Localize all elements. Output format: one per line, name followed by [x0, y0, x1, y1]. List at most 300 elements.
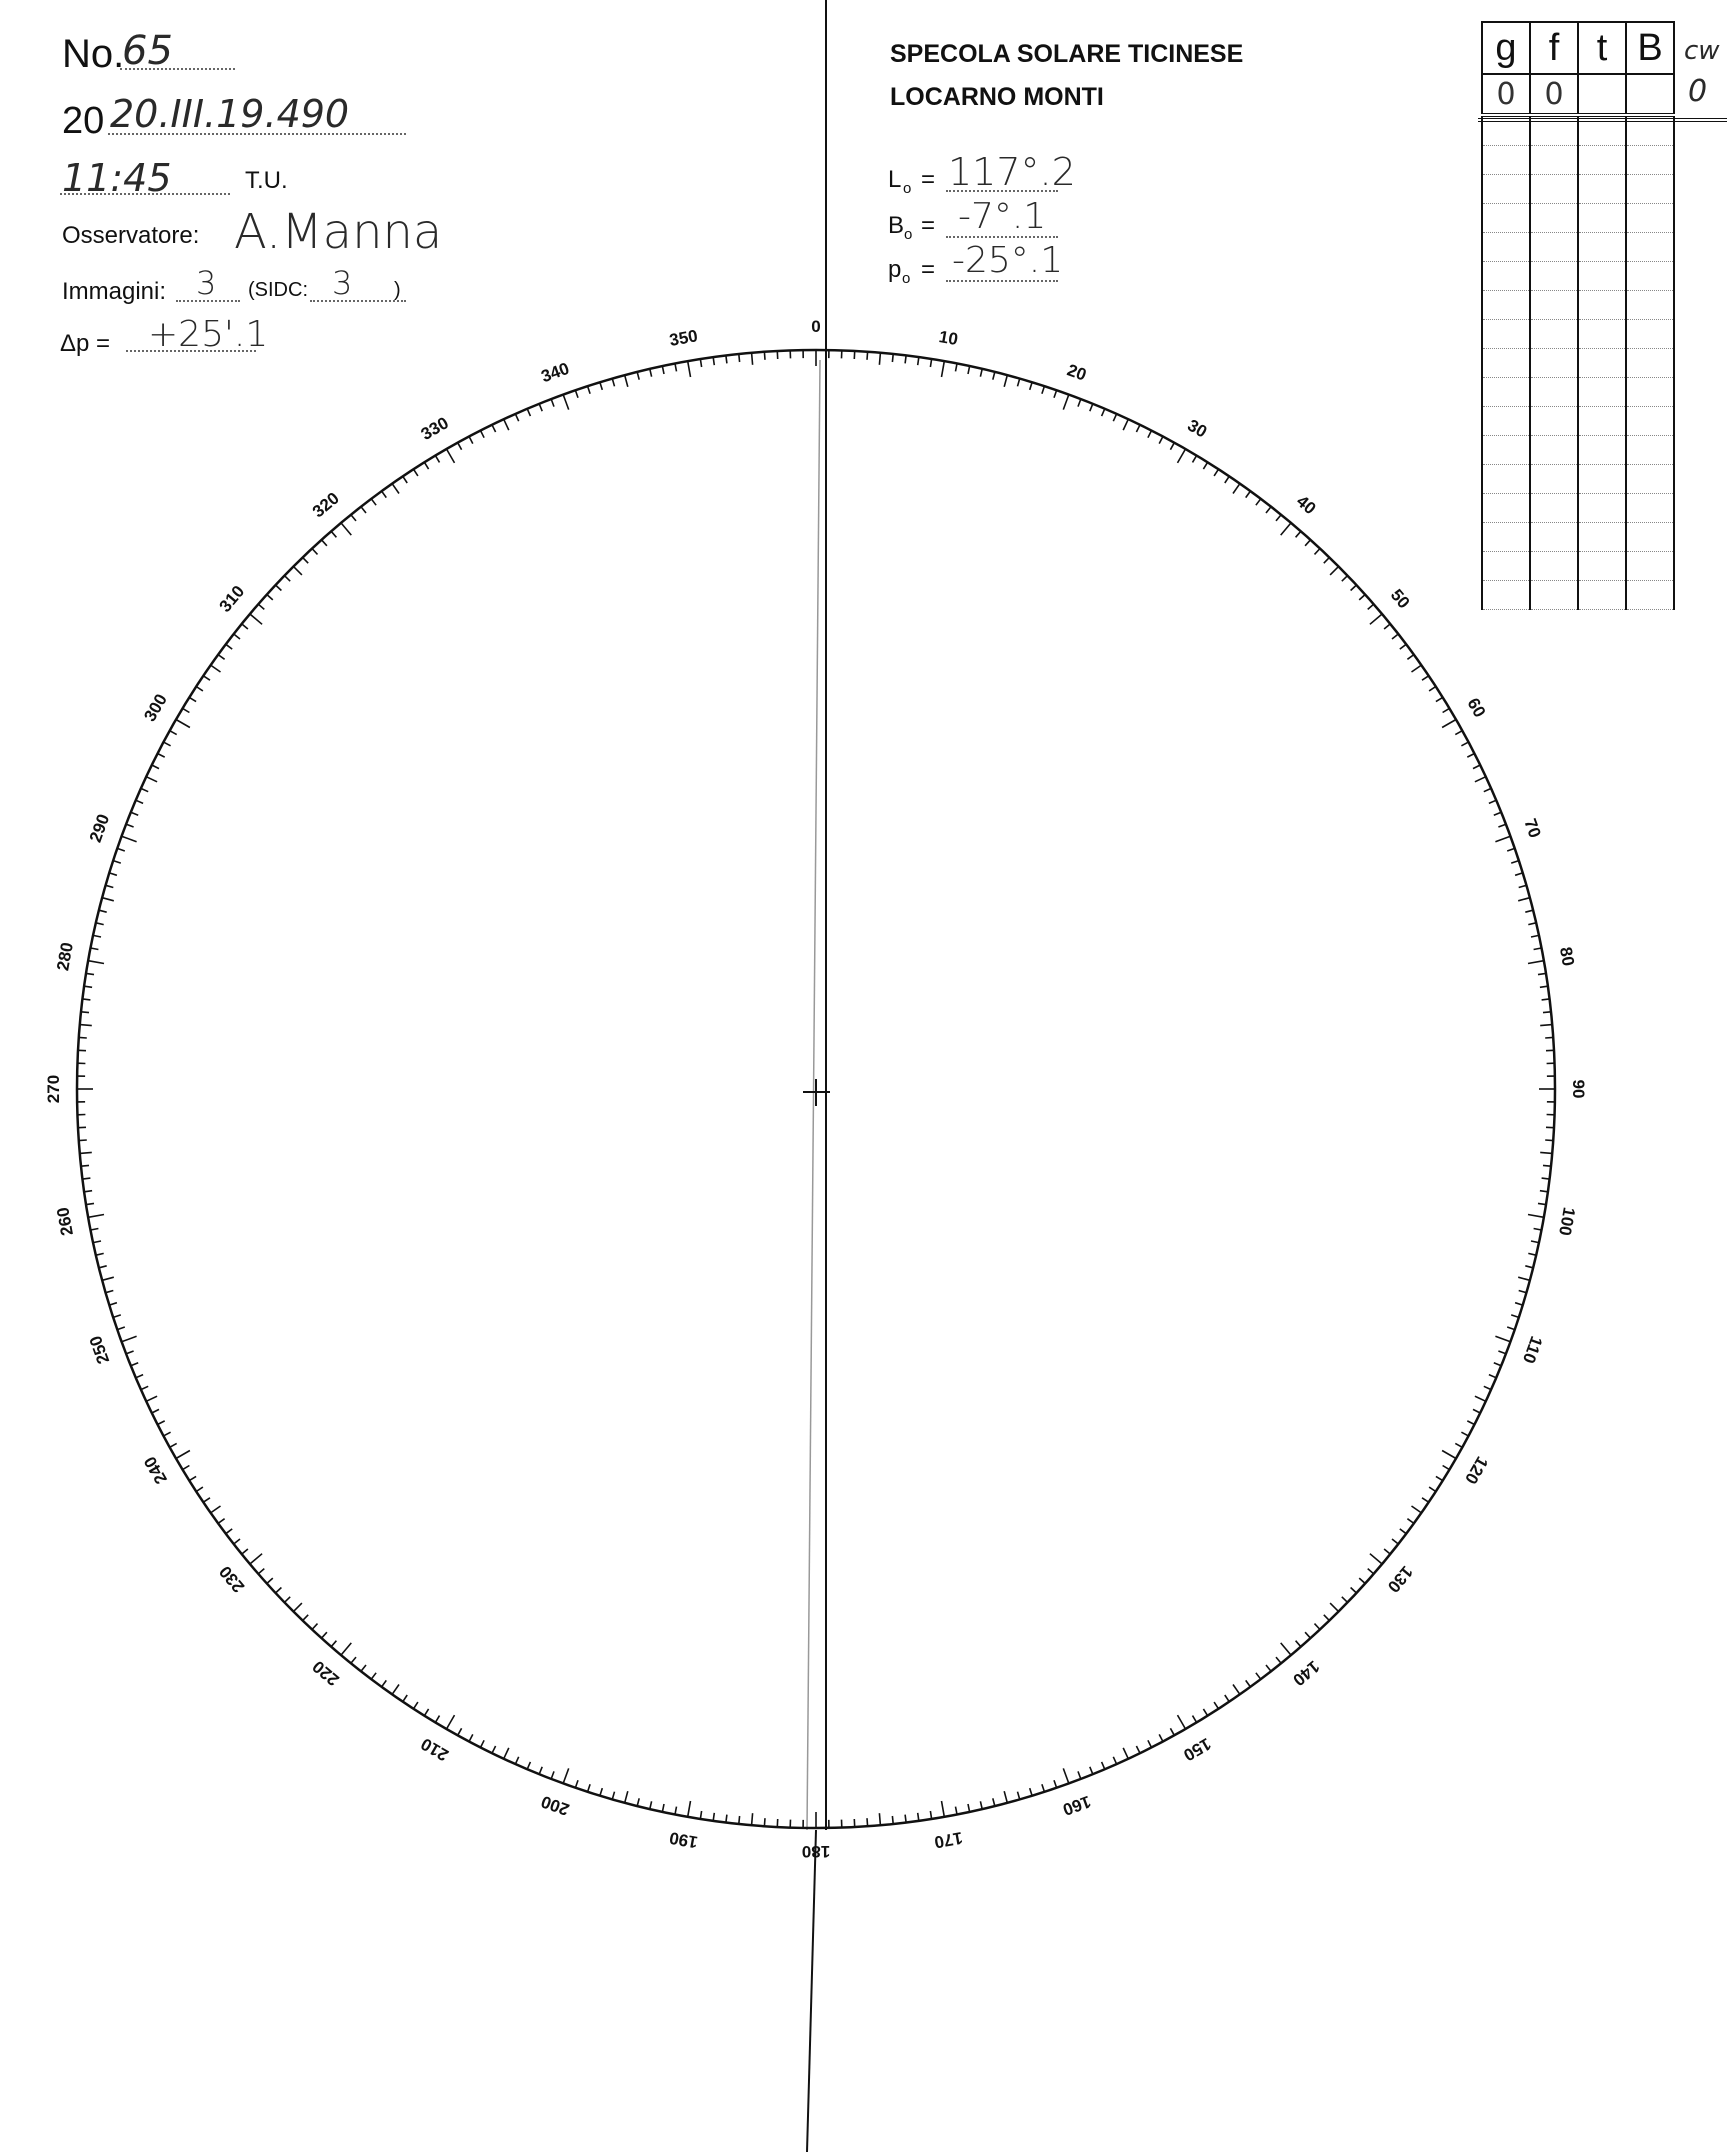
degree-tick: [1054, 390, 1057, 398]
degree-tick: [1525, 1266, 1533, 1268]
extra-header-cw: cw: [1684, 36, 1720, 66]
degree-tick: [164, 742, 171, 746]
degree-tick: [183, 708, 190, 712]
degree-tick: [980, 1801, 982, 1809]
degree-tick: [106, 1291, 114, 1293]
degree-tick: [956, 1807, 958, 1815]
degree-label: 10: [937, 327, 960, 350]
degree-tick: [403, 1695, 407, 1702]
degree-tick: [1407, 1519, 1414, 1524]
degree-tick: [1063, 395, 1069, 410]
degree-tick: [122, 836, 137, 842]
degree-tick: [637, 1798, 639, 1806]
degree-tick: [1400, 644, 1406, 649]
degree-tick: [1178, 1715, 1186, 1729]
degree-tick: [1494, 812, 1501, 815]
degree-tick: [234, 1539, 240, 1544]
degree-tick: [1170, 443, 1174, 450]
degree-tick: [1475, 1396, 1486, 1401]
degree-tick: [96, 923, 104, 925]
degree-tick: [1203, 462, 1207, 469]
degree-tick: [1246, 1680, 1251, 1687]
degree-tick: [83, 1178, 91, 1179]
degree-tick: [1113, 414, 1116, 421]
degree-tick: [1054, 1780, 1057, 1788]
degree-tick: [1276, 515, 1281, 521]
degree-tick: [1540, 1152, 1552, 1153]
degree-tick: [1148, 431, 1152, 438]
degree-tick: [93, 935, 101, 937]
degree-tick: [1266, 1665, 1271, 1671]
degree-tick: [1342, 576, 1348, 582]
degree-label: 180: [801, 1842, 831, 1861]
degree-tick: [117, 848, 125, 851]
degree-label: 210: [417, 1734, 452, 1765]
degree-tick: [80, 1025, 92, 1026]
degree-label: 250: [85, 1333, 114, 1367]
degree-tick: [1545, 1037, 1553, 1038]
degree-tick: [1542, 999, 1550, 1000]
degree-label: 200: [538, 1791, 572, 1820]
degree-tick: [170, 1443, 177, 1447]
degree-label: 320: [308, 488, 343, 522]
degree-tick: [80, 1152, 92, 1153]
degree-tick: [713, 357, 714, 365]
dp-label: Δp =: [60, 330, 111, 357]
degree-tick: [1528, 923, 1536, 925]
degree-tick: [351, 515, 356, 521]
degree-tick: [361, 1665, 366, 1671]
degree-tick: [234, 634, 240, 639]
ephemeris-B-sub: o: [904, 226, 913, 243]
degree-tick: [141, 1386, 148, 1389]
time-label: T.U.: [245, 167, 288, 194]
images-value: 3: [196, 264, 217, 302]
degree-label: 60: [1463, 694, 1490, 721]
degree-label: 70: [1520, 816, 1545, 841]
degree-tick: [435, 1716, 439, 1723]
degree-tick: [113, 1315, 121, 1318]
degree-label: 340: [538, 358, 572, 387]
degree-tick: [1359, 595, 1365, 600]
degree-tick: [382, 491, 387, 498]
degree-tick: [102, 1277, 114, 1280]
degree-tick: [1422, 676, 1429, 680]
degree-tick: [930, 359, 931, 367]
degree-tick: [1484, 788, 1491, 791]
degree-tick: [1368, 1569, 1374, 1574]
degree-tick: [1090, 1767, 1093, 1774]
degree-tick: [650, 1801, 652, 1809]
degree-tick: [96, 1253, 104, 1255]
degree-tick: [158, 1421, 165, 1425]
degree-tick: [1519, 1291, 1527, 1293]
degree-tick: [1392, 634, 1398, 639]
degree-tick: [688, 1801, 691, 1817]
degree-tick: [1518, 898, 1530, 901]
degree-tick: [1484, 1386, 1491, 1389]
degree-tick: [1407, 655, 1414, 660]
degree-tick: [81, 1165, 89, 1166]
sidc-close: ): [394, 279, 401, 301]
degree-tick: [1489, 800, 1496, 803]
degree-tick: [1203, 1709, 1207, 1716]
observatory-name: SPECOLA SOLARE TICINESE: [890, 40, 1244, 68]
degree-tick: [91, 948, 99, 950]
degree-label: 220: [308, 1656, 343, 1690]
degree-tick: [218, 655, 225, 660]
degree-tick: [84, 986, 92, 987]
degree-tick: [527, 1762, 530, 1769]
degree-label: 290: [85, 811, 114, 845]
degree-tick: [447, 449, 455, 463]
degree-tick: [600, 1788, 602, 1796]
sidc-value: 3: [332, 264, 353, 302]
degree-tick: [126, 1351, 134, 1354]
degree-tick: [447, 1715, 455, 1729]
degree-tick: [492, 425, 496, 432]
degree-tick: [551, 1771, 554, 1779]
degree-tick: [905, 356, 906, 364]
degree-tick: [1534, 1229, 1542, 1231]
degree-tick: [1225, 1695, 1229, 1702]
degree-tick: [1384, 624, 1390, 629]
degree-tick: [382, 1680, 387, 1687]
number-value: 65: [122, 28, 173, 74]
degree-tick: [1528, 1253, 1536, 1255]
degree-tick: [1159, 1734, 1163, 1741]
degree-tick: [1030, 382, 1032, 390]
degree-tick: [1542, 1178, 1550, 1179]
degree-label: 240: [140, 1453, 171, 1488]
degree-tick: [203, 676, 210, 680]
degree-tick: [1511, 861, 1519, 864]
degree-tick: [1495, 1336, 1510, 1342]
degree-tick: [250, 1554, 262, 1564]
degree-tick: [700, 359, 701, 367]
degree-tick: [1159, 437, 1163, 444]
degree-tick: [1078, 1771, 1081, 1779]
value-f: 0: [1530, 74, 1578, 115]
degree-tick: [258, 1569, 264, 1574]
degree-tick: [170, 731, 177, 735]
degree-tick: [879, 1813, 880, 1825]
degree-tick: [1461, 742, 1468, 746]
degree-tick: [341, 523, 351, 535]
degree-tick: [1225, 476, 1229, 483]
degree-tick: [371, 1673, 376, 1679]
degree-tick: [1370, 1554, 1382, 1564]
degree-tick: [1455, 1443, 1462, 1447]
degree-tick: [99, 910, 107, 912]
degree-tick: [1543, 1165, 1551, 1166]
degree-tick: [1305, 1632, 1310, 1638]
degree-tick: [905, 1815, 906, 1823]
sidc-label: (SIDC:: [248, 279, 308, 301]
degree-tick: [284, 1597, 290, 1603]
degree-tick: [713, 1813, 714, 1821]
degree-tick: [152, 765, 159, 769]
degree-tick: [91, 1229, 99, 1231]
degree-tick: [293, 1603, 302, 1612]
degree-tick: [1473, 765, 1480, 769]
degree-tick: [303, 557, 309, 563]
degree-tick: [563, 395, 569, 410]
degree-tick: [675, 1807, 677, 1815]
degree-label: 310: [215, 581, 249, 616]
degree-tick: [637, 372, 639, 380]
degree-tick: [879, 353, 880, 365]
degree-label: 230: [215, 1562, 249, 1597]
observer-label: Osservatore:: [62, 222, 200, 249]
degree-tick: [1123, 419, 1128, 430]
header-t: t: [1578, 22, 1626, 74]
degree-tick: [102, 898, 114, 901]
degree-tick: [79, 1037, 87, 1038]
degree-label: 330: [417, 413, 452, 444]
degree-label: 160: [1060, 1791, 1094, 1820]
degree-tick: [351, 1657, 356, 1663]
ephemeris-p-value: -25°.1: [952, 240, 1064, 281]
degree-tick: [1018, 1792, 1020, 1800]
degree-tick: [258, 604, 264, 609]
degree-tick: [109, 1303, 117, 1305]
degree-tick: [612, 379, 614, 387]
degree-tick: [122, 1336, 137, 1342]
degree-tick: [1534, 948, 1542, 950]
degree-tick: [267, 1578, 273, 1583]
degree-tick: [1461, 1432, 1468, 1436]
degree-tick: [1392, 1539, 1398, 1544]
degree-tick: [131, 1363, 138, 1366]
degree-tick: [1018, 379, 1020, 387]
degree-tick: [469, 437, 473, 444]
degree-tick: [1148, 1740, 1152, 1747]
extra-value-cw: 0: [1688, 74, 1708, 109]
degree-tick: [250, 614, 262, 624]
degree-tick: [276, 585, 282, 591]
degree-tick: [752, 353, 753, 365]
degree-label: 260: [53, 1205, 77, 1238]
degree-tick: [481, 1740, 485, 1747]
date-value: 20.III.19.490: [110, 92, 350, 136]
degree-tick: [575, 390, 578, 398]
degree-tick: [1296, 1641, 1301, 1647]
degree-tick: [956, 364, 958, 372]
degree-tick: [1515, 1303, 1523, 1305]
degree-tick: [1495, 836, 1510, 842]
degree-tick: [588, 1784, 591, 1792]
degree-tick: [1305, 540, 1310, 546]
degree-tick: [312, 549, 318, 555]
degree-tick: [322, 1632, 327, 1638]
degree-tick: [84, 1191, 92, 1192]
degree-tick: [539, 404, 542, 411]
ephemeris-B-eq: =: [921, 212, 936, 239]
degree-tick: [726, 356, 727, 364]
degree-tick: [414, 1702, 418, 1709]
degree-tick: [1359, 1578, 1365, 1583]
degree-tick: [1443, 1466, 1450, 1470]
degree-tick: [203, 1498, 210, 1502]
degree-tick: [109, 873, 117, 875]
degree-tick: [1113, 1757, 1116, 1764]
degree-tick: [1540, 1025, 1552, 1026]
degree-tick: [469, 1734, 473, 1741]
degree-tick: [688, 361, 691, 377]
degree-label: 280: [53, 940, 77, 973]
degree-label: 100: [1555, 1205, 1579, 1238]
degree-tick: [993, 372, 995, 380]
degree-tick: [1422, 1498, 1429, 1502]
degree-tick: [1436, 697, 1443, 701]
degree-tick: [1368, 604, 1374, 609]
degree-tick: [942, 1801, 945, 1817]
degree-tick: [131, 812, 138, 815]
degree-tick: [492, 1746, 496, 1753]
degree-tick: [625, 375, 628, 387]
degree-tick: [113, 861, 121, 864]
ephemeris-p-sub: o: [902, 270, 911, 287]
degree-tick: [331, 531, 336, 537]
degree-tick: [1538, 973, 1546, 974]
degree-tick: [1315, 1624, 1321, 1630]
degree-tick: [764, 352, 765, 360]
degree-label: 170: [932, 1828, 965, 1852]
degree-tick: [196, 687, 203, 691]
degree-tick: [515, 414, 518, 421]
degree-tick: [414, 469, 418, 476]
degree-tick: [88, 961, 104, 964]
degree-tick: [764, 1818, 765, 1826]
degree-tick: [226, 1529, 232, 1534]
ephemeris-L-sub: o: [903, 180, 912, 197]
degree-tick: [980, 369, 982, 377]
degree-tick: [600, 382, 602, 390]
observatory-location: LOCARNO MONTI: [890, 83, 1104, 111]
degree-tick: [303, 1615, 309, 1621]
degree-label: 350: [667, 326, 700, 350]
degree-tick: [752, 1813, 753, 1825]
degree-tick: [1214, 1702, 1218, 1709]
degree-tick: [211, 665, 221, 672]
degree-tick: [1330, 1603, 1339, 1612]
degree-tick: [141, 788, 148, 791]
degree-label: 40: [1292, 491, 1320, 519]
degree-tick: [1090, 404, 1093, 411]
degree-tick: [1351, 585, 1357, 591]
degree-tick: [993, 1798, 995, 1806]
degree-tick: [1498, 824, 1506, 827]
degree-tick: [242, 1549, 248, 1554]
degree-tick: [1123, 1748, 1128, 1759]
degree-tick: [158, 754, 165, 758]
degree-tick: [218, 1519, 225, 1524]
degree-tick: [424, 1709, 428, 1716]
degree-tick: [79, 1140, 87, 1141]
degree-tick: [1193, 456, 1197, 463]
degree-tick: [563, 1768, 569, 1783]
degree-tick: [189, 697, 196, 701]
degree-tick: [164, 1432, 171, 1436]
degree-tick: [1498, 1351, 1506, 1354]
degree-tick: [1538, 1203, 1546, 1204]
observer-value: A.Manna: [234, 204, 443, 260]
degree-tick: [1429, 1487, 1436, 1491]
degree-tick: [539, 1767, 542, 1774]
ephemeris-B-value: -7°.1: [958, 196, 1047, 237]
degree-tick: [1455, 731, 1462, 735]
ephemeris-L-value: 117°.2: [948, 150, 1076, 194]
degree-tick: [99, 1266, 107, 1268]
degree-tick: [211, 1506, 221, 1513]
degree-label: 140: [1289, 1656, 1324, 1690]
date-prefix: 20: [62, 100, 105, 142]
degree-tick: [588, 386, 591, 394]
degree-tick: [1281, 1643, 1291, 1655]
degree-tick: [93, 1241, 101, 1243]
degree-tick: [1384, 1549, 1390, 1554]
degree-tick: [625, 1791, 628, 1803]
degree-tick: [1540, 1191, 1548, 1192]
degree-tick: [1400, 1529, 1406, 1534]
degree-tick: [242, 624, 248, 629]
degree-tick: [892, 354, 893, 362]
ephemeris-L-label: L: [888, 166, 902, 193]
degree-tick: [392, 484, 399, 494]
degree-tick: [371, 499, 376, 505]
number-label: No.: [62, 32, 125, 76]
degree-tick: [1473, 1409, 1480, 1413]
degree-tick: [662, 1804, 664, 1812]
degree-label: 300: [140, 690, 171, 725]
ephemeris-L-eq: =: [921, 166, 936, 193]
header-g: g: [1482, 22, 1530, 74]
degree-tick: [1233, 1685, 1240, 1695]
degree-tick: [1443, 708, 1450, 712]
degree-tick: [1256, 499, 1261, 505]
dp-value: +25'.1: [148, 314, 269, 355]
degree-tick: [392, 1685, 399, 1695]
degree-tick: [176, 720, 190, 728]
degree-tick: [1063, 1768, 1069, 1783]
ephemeris-p-eq: =: [921, 256, 936, 283]
degree-tick: [86, 973, 94, 974]
time-value: 11:45: [62, 156, 172, 200]
degree-tick: [1004, 375, 1007, 387]
degree-label: 90: [1569, 1079, 1588, 1099]
meridian-line-bottom: [807, 1830, 816, 2152]
degree-tick: [1102, 409, 1105, 416]
degree-tick: [1324, 1615, 1330, 1621]
degree-tick: [1467, 754, 1474, 758]
degree-label: 130: [1383, 1562, 1417, 1597]
degree-tick: [918, 357, 919, 365]
degree-tick: [1370, 614, 1382, 624]
degree-tick: [1330, 566, 1339, 575]
degree-tick: [341, 1643, 351, 1655]
degree-tick: [1436, 1476, 1443, 1480]
degree-tick: [1518, 1277, 1530, 1280]
degree-tick: [504, 1748, 509, 1759]
degree-tick: [189, 1476, 196, 1480]
degree-tick: [1545, 1140, 1553, 1141]
degree-tick: [1102, 1762, 1105, 1769]
degree-tick: [1489, 1375, 1496, 1378]
degree-tick: [892, 1816, 893, 1824]
degree-label: 80: [1555, 945, 1578, 968]
degree-tick: [1511, 1315, 1519, 1318]
